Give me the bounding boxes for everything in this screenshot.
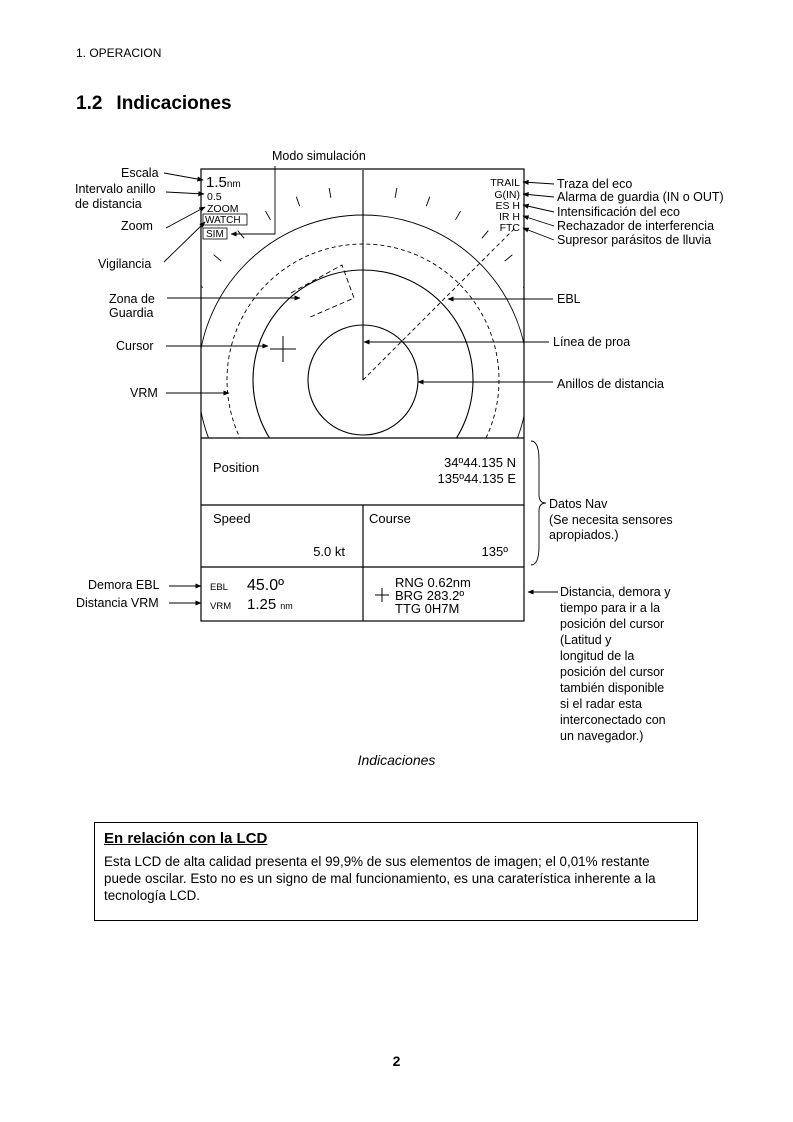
callout-zona-1: Zona de [109, 292, 155, 306]
guard-zone [291, 265, 354, 318]
cursor-info-line: (Latitud y [560, 633, 612, 647]
arrow-supresor [523, 228, 554, 240]
bearing-tick [545, 412, 555, 414]
arrow-traza [523, 182, 554, 184]
figure-caption: Indicaciones [357, 752, 436, 768]
callout-anillos: Anillos de distancia [557, 377, 665, 391]
callout-cursor-info [560, 585, 671, 743]
latitude-value: 34º44.135 N [444, 455, 516, 470]
callout-cursor: Cursor [116, 339, 154, 353]
cursor-info-line: posición del cursor [560, 665, 665, 679]
longitude-value: 135º44.135 E [437, 471, 516, 486]
position-label: Position [213, 460, 260, 475]
note-body: Esta LCD de alta calidad presenta el 99,9% de sus elementos de imagen; el 0,01% restante puede oscilar. Esto no es un signo de mal funcionamiento, es una caraterística inherente a la tecnología LCD. [104, 854, 656, 903]
lcd-note-box [94, 822, 698, 921]
bearing-tick [505, 255, 513, 261]
cursor-info-line: longitud de la [560, 649, 635, 663]
guard-alarm-indicator: G(IN) [494, 189, 520, 201]
page-number: 2 [392, 1053, 401, 1069]
echo-stretch-indicator: ES H [495, 200, 520, 212]
callout-modo-simulacion: Modo simulación [272, 149, 366, 163]
bearing-tick [456, 211, 461, 220]
arrow-escala [164, 173, 203, 180]
arrow-zoom [166, 207, 205, 228]
ring-interval-value: 0.5 [207, 191, 222, 203]
bearing-tick [537, 443, 546, 446]
interference-rejector-indicator: IR H [499, 211, 520, 223]
bearing-tick [180, 443, 189, 446]
trail-indicator: TRAIL [490, 177, 520, 189]
speed-label: Speed [213, 511, 251, 526]
bearing-tick [214, 499, 222, 505]
callout-rechazador: Rechazador de interferencia [557, 219, 715, 233]
callout-datos-nav-2: (Se necesita sensores [549, 513, 673, 527]
cursor-range: RNG 0.62nm [395, 575, 471, 590]
callout-traza: Traza del eco [557, 177, 633, 191]
cursor-mark [270, 336, 296, 362]
bearing-tick [456, 540, 461, 549]
callout-zoom: Zoom [121, 219, 153, 233]
callout-intensificacion: Intensificación del eco [557, 205, 680, 219]
bearing-tick [238, 231, 244, 239]
ebl-value: 45.0º [247, 577, 284, 594]
bearing-tick [482, 231, 488, 239]
callout-ebl: EBL [557, 292, 581, 306]
callout-alarma: Alarma de guardia (IN o OUT) [557, 190, 724, 204]
bearing-tick [180, 313, 189, 316]
callout-intervalo-2: de distancia [75, 197, 142, 211]
ebl-label: EBL [210, 582, 228, 593]
course-label: Course [369, 511, 411, 526]
bearing-tick [171, 412, 181, 414]
callout-vigilancia: Vigilancia [98, 257, 152, 271]
watch-indicator: WATCH [205, 215, 241, 226]
course-value: 135º [481, 544, 508, 559]
bearing-tick [214, 255, 222, 261]
arrow-vigilancia [164, 222, 205, 262]
arrow-rechazador [523, 216, 554, 226]
cursor-info-line: si el radar esta [560, 697, 642, 711]
section-title-text: Indicaciones [116, 93, 232, 114]
callout-intervalo-1: Intervalo anillo [75, 182, 156, 196]
cursor-ttg: TTG 0H7M [395, 601, 460, 616]
speed-value: 5.0 kt [313, 544, 345, 559]
cursor-info-line: tiempo para ir a la [560, 601, 661, 615]
bearing-tick [296, 197, 299, 206]
vrm-value: 1.25 nm [247, 596, 293, 613]
chapter-header: 1. OPERACION [76, 46, 162, 60]
cursor-symbol [375, 588, 389, 602]
callout-zona-2: Guardia [109, 306, 154, 320]
callout-datos-nav-3: apropiados.) [549, 528, 619, 542]
callout-datos-nav-1: Datos Nav [549, 497, 608, 511]
bearing-tick [482, 522, 488, 530]
cursor-info-line: un navegador.) [560, 729, 644, 743]
nav-data-brace [531, 441, 546, 565]
zoom-indicator: ZOOM [207, 203, 239, 215]
bearing-tick [296, 554, 299, 563]
section-number: 1.2 [76, 93, 103, 114]
bearing-tick [537, 313, 546, 316]
callout-escala: Escala [121, 166, 159, 180]
vrm-label: VRM [210, 601, 232, 612]
cursor-info-line: también disponible [560, 681, 665, 695]
callout-demora-ebl: Demora EBL [88, 578, 160, 592]
bearing-tick [266, 540, 271, 549]
bearing-tick [395, 188, 397, 198]
callout-linea-proa: Línea de proa [553, 335, 631, 349]
callout-supresor: Supresor parásitos de lluvia [557, 233, 712, 247]
bearing-tick [426, 554, 429, 563]
arrow-intervalo [166, 192, 204, 194]
cursor-bearing: BRG 283.2º [395, 588, 465, 603]
bearing-tick [426, 197, 429, 206]
arrow-alarma [523, 194, 554, 197]
arrow-intensificacion [523, 205, 554, 212]
ftc-indicator: FTC [499, 222, 520, 234]
callout-vrm: VRM [130, 386, 158, 400]
bearing-tick [329, 188, 331, 198]
bearing-tick [505, 499, 513, 505]
note-title: En relación con la LCD [104, 830, 268, 847]
sim-indicator: SIM [206, 229, 224, 240]
cursor-info-line: interconectado con [560, 713, 666, 727]
bearing-tick [266, 211, 271, 220]
ebl-line [363, 228, 515, 380]
cursor-info-line: Distancia, demora y [560, 585, 671, 599]
cursor-info-line: posición del cursor [560, 617, 665, 631]
range-scale-value: 1.5nm [206, 174, 241, 191]
callout-distancia-vrm: Distancia VRM [76, 596, 159, 610]
